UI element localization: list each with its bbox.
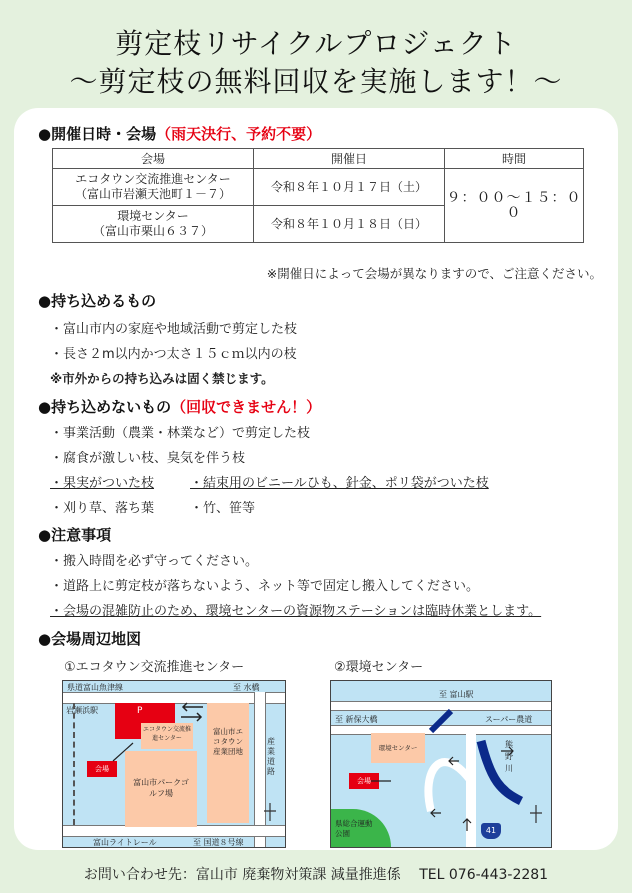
time-cell: ９：００～１５：００ — [445, 169, 584, 243]
iwase-label: 岩瀬浜駅 — [66, 706, 98, 715]
ecotown-label: 富山市エコタウン産業団地 — [213, 727, 243, 756]
schedule-table — [52, 148, 584, 243]
list-item: ・搬入時間を必ず守ってください。 — [50, 554, 259, 569]
notes-heading: ●注意事項 — [38, 526, 112, 544]
map1-caption: ①エコタウン交流推進センター — [64, 660, 245, 675]
road-top-label: 県道富山魚津線 — [67, 683, 123, 692]
venue-cell: 環境センター （富山市栗山６３７） — [53, 206, 254, 243]
list-item: ・結束用のビニールひも、針金、ポリ袋がついた枝 — [190, 476, 489, 491]
light-rail-label: 富山ライトレール — [93, 838, 157, 847]
col-date: 開催日 — [254, 149, 445, 169]
list-item: ・事業活動（農業・林業など）で剪定した枝 — [50, 426, 311, 441]
environment-center-building: 環境センター — [371, 733, 425, 763]
map1-arrows — [63, 681, 285, 847]
industrial-road-label: 産業道路 — [267, 737, 275, 776]
list-item: ・刈り草、落ち葉 — [50, 501, 155, 516]
parking-label: P — [137, 706, 143, 716]
allowed-warning: ※市外からの持ち込みは固く禁じます。 — [50, 371, 274, 386]
sports-park-label: 県総合運動公園 — [335, 819, 373, 838]
date-cell: 令和８年１０月１８日（日） — [254, 206, 445, 243]
ecotown-center-building: エコタウン交流推進センター — [141, 723, 193, 749]
maps-heading: ●会場周辺地図 — [38, 630, 142, 648]
allowed-heading: ●持ち込めるもの — [38, 292, 157, 310]
not-allowed-heading-note: （回収できません！） — [171, 398, 322, 416]
list-item: ・富山市内の家庭や地域活動で剪定した枝 — [50, 322, 298, 337]
park-golf-label: 富山市パークゴルフ場 — [133, 778, 189, 798]
list-item: ・長さ２m以内かつ太さ１５ｃｍ以内の枝 — [50, 347, 297, 362]
list-item: ・竹、笹等 — [190, 501, 256, 516]
map-environment-center — [330, 680, 552, 848]
venue-cell: エコタウン交流推進センター （富山市岩瀬天池町１－７） — [53, 169, 254, 206]
list-item: ・腐食が激しい枝、臭気を伴う枝 — [50, 451, 246, 466]
date-cell: 令和８年１０月１７日（土） — [254, 169, 445, 206]
col-time: 時間 — [445, 149, 584, 169]
schedule-heading-note: （雨天決行、予約不要） — [156, 125, 322, 143]
table-row — [53, 169, 584, 206]
schedule-heading: ●開催日時・会場（雨天決行、予約不要） — [38, 125, 322, 143]
to-shinbo-label: 至 新保大橋 — [335, 715, 378, 724]
footer-contact: お問い合わせ先：富山市 廃棄物対策課 減量推進係 TEL 076-443-2281 — [83, 867, 549, 883]
not-allowed-heading: ●持ち込めないもの（回収できません！） — [38, 398, 322, 416]
title-line-2: ～剪定枝の無料回収を実施します！～ — [69, 65, 563, 98]
super-farm-road-label: スーパー農道 — [485, 715, 533, 724]
schedule-note: ※開催日によって会場が異なりますので、ご注意ください。 — [266, 266, 602, 281]
map-ecotown — [62, 680, 286, 848]
to-route8-label: 至 国道８号線 — [193, 838, 244, 847]
venue-marker: 会場 — [349, 773, 379, 789]
river-label: 熊野川 — [505, 740, 513, 773]
col-venue: 会場 — [53, 149, 254, 169]
to-mizuhashi-label: 至 水橋 — [233, 683, 260, 692]
title-line-1: 剪定枝リサイクルプロジェクト — [115, 27, 517, 60]
map2-roads — [331, 681, 551, 847]
list-item: ・果実がついた枝 — [50, 476, 155, 491]
route-41-shield: 41 — [481, 823, 501, 839]
list-item: ・会場の混雑防止のため、環境センターの資源物ステーションは臨時休業とします。 — [50, 604, 542, 619]
map2-caption: ②環境センター — [334, 660, 424, 675]
to-toyama-label: 至 富山駅 — [439, 690, 474, 699]
venue-marker: 会場 — [87, 761, 117, 777]
list-item: ・道路上に剪定枝が落ちないよう、ネット等で固定し搬入してください。 — [50, 579, 480, 594]
